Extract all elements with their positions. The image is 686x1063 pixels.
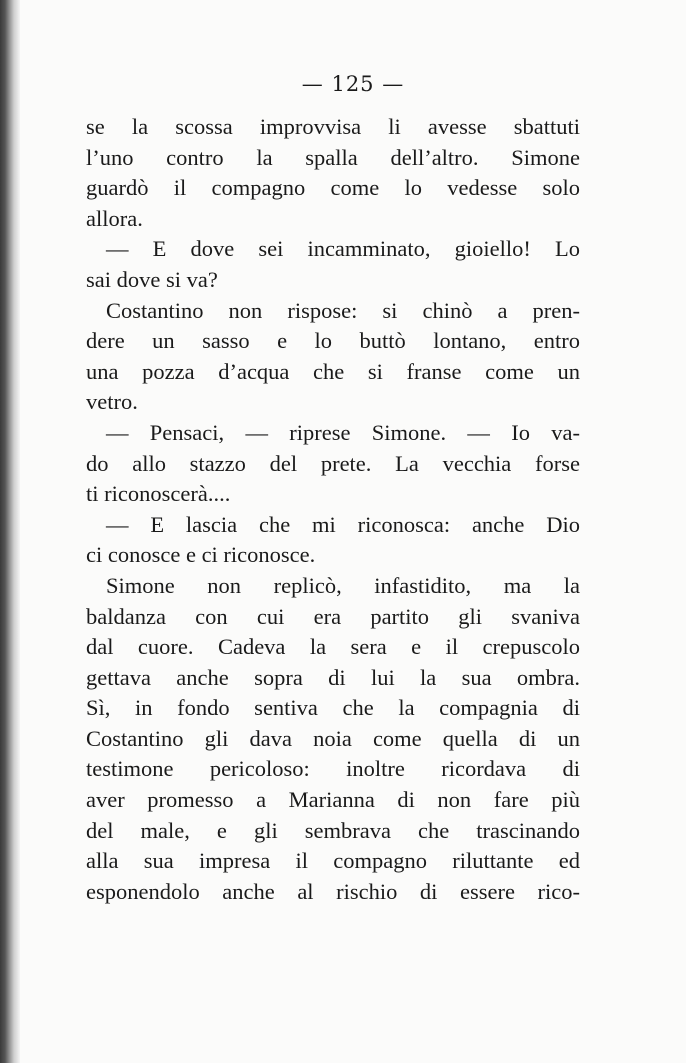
paragraph: [86, 571, 580, 908]
text-line: — E dove sei incamminato, gioiello! Lo: [106, 236, 580, 262]
paragraph: [86, 296, 580, 418]
text-line: alla sua impresa il compagno riluttante ed: [86, 848, 580, 874]
text-line: Simone non replicò, infastidito, ma la: [106, 572, 580, 598]
paragraph: [86, 234, 580, 295]
page-number: — 125 —: [301, 72, 405, 96]
text-line: sai dove si va?: [86, 266, 218, 292]
text-line: vetro.: [86, 389, 138, 415]
text-line: l’uno contro la spalla dell’altro. Simone: [86, 144, 580, 170]
text-line: ci conosce e ci riconosce.: [86, 542, 316, 568]
text-line: allora.: [86, 205, 143, 231]
text-line: gettava anche sopra di lui la sua ombra.: [86, 664, 580, 690]
text-line: testimone pericoloso: inoltre ricordava di: [86, 756, 580, 782]
text-line: dal cuore. Cadeva la sera e il crepuscolo: [86, 634, 580, 660]
text-line: del male, e gli sembrava che trascinando: [86, 817, 580, 843]
text-line: Costantino gli dava noia come quella di un: [86, 725, 580, 751]
text-line: una pozza d’acqua che si franse come un: [86, 358, 580, 384]
paragraph: [86, 418, 580, 510]
book-spine-shadow: [0, 0, 20, 1063]
text-line: guardò il compagno come lo vedesse solo: [86, 175, 580, 201]
text-line: Costantino non rispose: si chinò a pren-: [106, 297, 580, 323]
text-line: dere un sasso e lo buttò lontano, entro: [86, 328, 580, 354]
text-line: ti riconoscerà....: [86, 481, 231, 507]
book-page: [20, 0, 686, 1063]
page-body-text: [86, 112, 580, 907]
text-line: — E lascia che mi riconosca: anche Dio: [106, 511, 580, 537]
text-line: do allo stazzo del prete. La vecchia forse: [86, 450, 580, 476]
text-line: baldanza con cui era partito gli svaniva: [86, 603, 580, 629]
text-line: aver promesso a Marianna di non fare più: [86, 787, 580, 813]
text-line: se la scossa improvvisa li avesse sbattuti: [86, 114, 580, 139]
paragraph: [86, 510, 580, 571]
text-line: Sì, in fondo sentiva che la compagnia di: [86, 695, 580, 721]
text-line: esponendolo anche al rischio di essere rico-: [86, 878, 580, 904]
paragraph: [86, 112, 580, 234]
text-line: — Pensaci, — riprese Simone. — Io va-: [106, 419, 580, 445]
